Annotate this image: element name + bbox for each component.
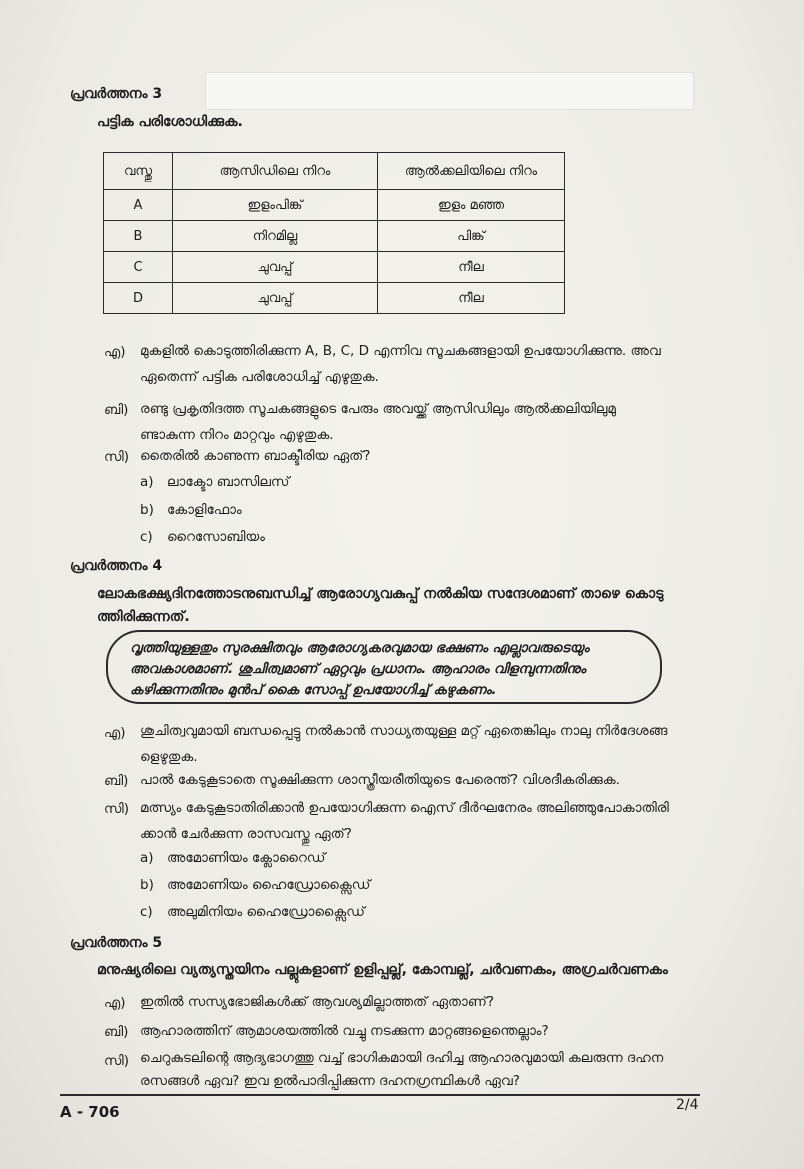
question-label: ബി) xyxy=(104,402,129,418)
table-cell: A xyxy=(104,190,173,221)
question-text: ആഹാരത്തിന് ആമാശയത്തിൽ വച്ചു നടക്കുന്ന മാറ്റങ്ങളെന്തെല്ലാം? xyxy=(140,1023,549,1039)
question-label: സി) xyxy=(104,449,129,465)
table-header-cell: ആൽക്കലിയിലെ നിറം xyxy=(378,153,565,190)
question-label: സി) xyxy=(104,801,129,817)
activity-4-heading: പ്രവർത്തനം 4 xyxy=(70,558,163,574)
question-text: ളെഴുതുക. xyxy=(140,749,198,765)
option-label: b) xyxy=(140,877,154,893)
question-text: രസങ്ങൾ ഏവ? ഇവ ഉൽപാദിപ്പിക്കുന്ന ദഹനഗ്രന്ഥികൾ ഏവ? xyxy=(140,1073,520,1089)
question-text: ണ്ടാകുന്ന നിറം മാറ്റവും എഴുതുക. xyxy=(140,427,334,443)
activity-4-intro: ത്തിരിക്കുന്നത്. xyxy=(97,609,190,625)
footer-rule xyxy=(60,1094,700,1096)
option-text: കോളിഫോം xyxy=(167,502,242,518)
activity-5-intro: മനുഷ്യരിലെ വ്യത്യസ്തയിനം പല്ലുകളാണ് ഉളിപ്പല്ല്, കോമ്പല്ല്, ചർവണകം, അഗ്രചർവണകം xyxy=(97,962,668,978)
activity-5-heading: പ്രവർത്തനം 5 xyxy=(70,935,163,951)
table-header-row xyxy=(104,153,565,190)
health-message-box xyxy=(106,630,662,704)
indicator-table xyxy=(103,152,565,314)
table-cell: B xyxy=(104,221,173,252)
question-text: ശുചിത്വവുമായി ബന്ധപ്പെട്ടു നൽകാൻ സാധ്യതയുള്ള മറ്റ് ഏതെങ്കിലും നാലു നിർദേശങ്ങ xyxy=(140,723,668,739)
question-text: തൈരിൽ കാണുന്ന ബാക്ടീരിയ ഏത്? xyxy=(140,448,371,464)
question-text: ഏതെന്ന് പട്ടിക പരിശോധിച്ച് എഴുതുക. xyxy=(140,369,379,385)
table-cell: D xyxy=(104,283,173,314)
table-cell: നീല xyxy=(378,252,565,283)
question-label: ബി) xyxy=(104,1024,129,1040)
table-row xyxy=(104,190,565,221)
table-cell: ഇളം മഞ്ഞ xyxy=(378,190,565,221)
table-cell: നീല xyxy=(378,283,565,314)
table-row xyxy=(104,221,565,252)
table-cell: C xyxy=(104,252,173,283)
option-text: അമോണിയം ക്ലോറൈഡ് xyxy=(167,850,326,866)
question-text: രണ്ടു പ്രകൃതിദത്ത സൂചകങ്ങളുടെ പേരും അവയ്ക്ക് ആസിഡിലും ആൽക്കലിയിലുമു xyxy=(140,401,616,417)
option-label: c) xyxy=(140,904,153,920)
question-text: പാൽ കേടുകൂടാതെ സൂക്ഷിക്കുന്ന ശാസ്ത്രീയരീതിയുടെ പേരെന്ത്? വിശദീകരിക്കുക. xyxy=(140,772,620,788)
question-text: മുകളിൽ കൊടുത്തിരിക്കുന്ന A, B, C, D എന്നിവ സൂചകങ്ങളായി ഉപയോഗിക്കുന്നു. അവ xyxy=(140,343,661,359)
option-text: അമോണിയം ഹൈഡ്രോക്സൈഡ് xyxy=(167,877,371,893)
question-text: മത്സ്യം കേടുകൂടാതിരിക്കാൻ ഉപയോഗിക്കുന്ന ഐസ് ദീർഘനേരം അലിഞ്ഞുപോകാതിരി xyxy=(140,800,669,816)
table-row xyxy=(104,252,565,283)
table-cell: ഇളംപിങ്ക് xyxy=(173,190,378,221)
question-label: ബി) xyxy=(104,773,129,789)
option-text: അലുമിനിയം ഹൈഡ്രോക്സൈഡ് xyxy=(167,904,365,920)
option-label: a) xyxy=(140,850,154,866)
table-cell: ചുവപ്പ് xyxy=(173,252,378,283)
activity-4-intro: ലോകഭക്ഷ്യദിനത്തോടനുബന്ധിച്ച് ആരോഗ്യവകുപ്പ് നൽകിയ സന്ദേശമാണ് താഴെ കൊടു xyxy=(97,586,664,602)
table-row xyxy=(104,283,565,314)
option-text: ലാക്ടോ ബാസിലസ് xyxy=(167,474,290,490)
option-text: റൈസോബിയം xyxy=(167,529,265,545)
question-text: ക്കാൻ ചേർക്കുന്ന രാസവസ്തു ഏത്? xyxy=(140,826,352,842)
question-label: എ) xyxy=(104,995,126,1011)
question-label: സി) xyxy=(104,1053,129,1069)
page-number: 2/4 xyxy=(676,1097,699,1113)
exam-code: A - 706 xyxy=(60,1103,120,1121)
question-text: ചെറുകുടലിന്റെ ആദ്യഭാഗത്തു വച്ച് ഭാഗികമായി ദഹിച്ച ആഹാരവുമായി കലരുന്ന ദഹന xyxy=(140,1050,664,1066)
table-cell: പിങ്ക് xyxy=(378,221,565,252)
option-label: b) xyxy=(140,502,154,518)
redacted-box xyxy=(205,72,694,110)
activity-3-instruction: പട്ടിക പരിശോധിക്കുക. xyxy=(97,114,243,130)
option-label: c) xyxy=(140,529,153,545)
activity-3-heading: പ്രവർത്തനം 3 xyxy=(70,86,163,102)
message-line: അവകാശമാണ്. ശുചിത്വമാണ് ഏറ്റവും പ്രധാനം. ആഹാരം വിളമ്പുന്നതിനും xyxy=(130,661,586,677)
table-cell: ചുവപ്പ് xyxy=(173,283,378,314)
option-label: a) xyxy=(140,474,154,490)
message-line: കഴിക്കുന്നതിനും മുൻപ് കൈ സോപ്പ് ഉപയോഗിച്ച് കഴുകണം. xyxy=(130,682,497,698)
message-line: വൃത്തിയുള്ളതും സുരക്ഷിതവും ആരോഗ്യകരവുമായ ഭക്ഷണം എല്ലാവരുടെയും xyxy=(130,640,590,656)
question-label: എ) xyxy=(104,344,126,360)
table-header-cell: വസ്തു xyxy=(104,153,173,190)
table-header-cell: ആസിഡിലെ നിറം xyxy=(173,153,378,190)
question-text: ഇതിൽ സസ്യഭോജികൾക്ക് ആവശ്യമില്ലാത്തത് ഏതാണ്? xyxy=(140,994,495,1010)
question-label: എ) xyxy=(104,725,126,741)
table-cell: നിറമില്ല xyxy=(173,221,378,252)
